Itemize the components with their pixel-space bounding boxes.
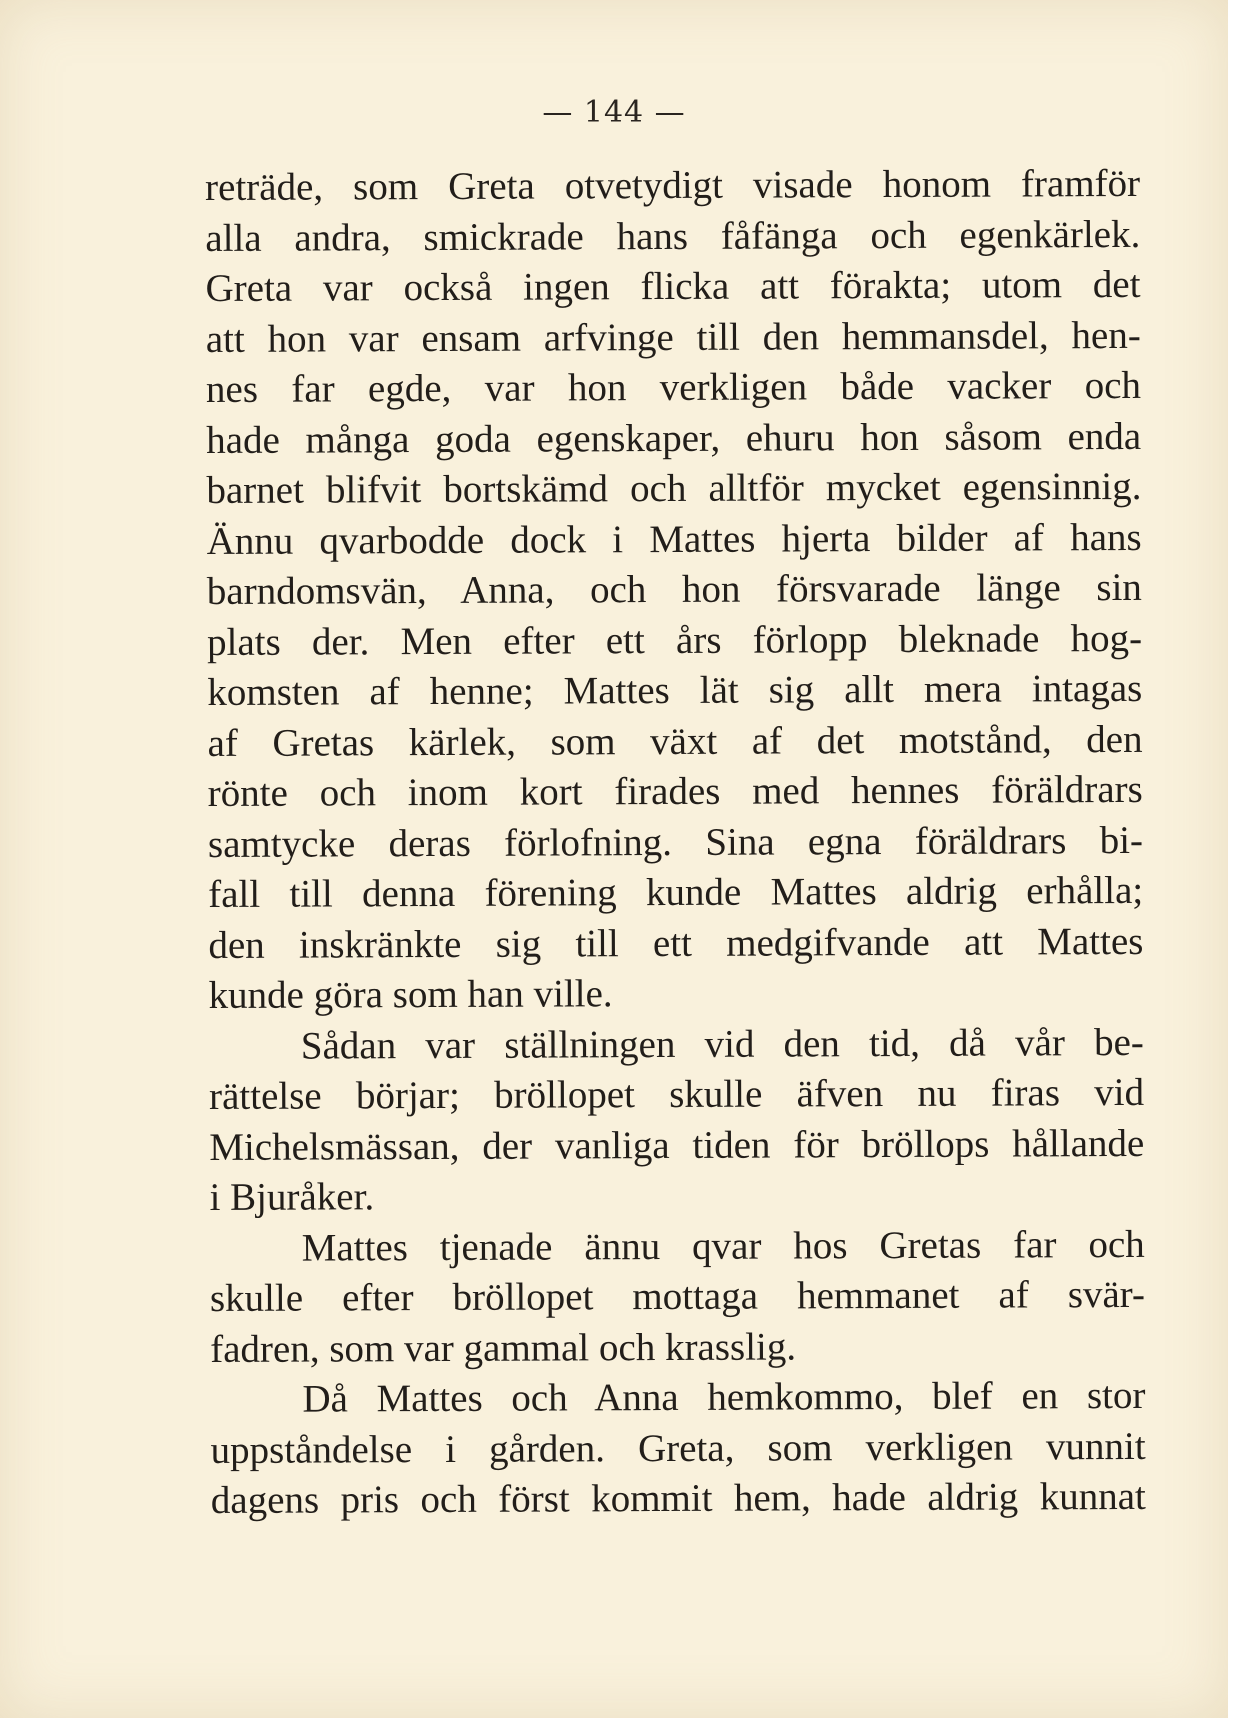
text-line: uppståndelse i gården. Greta, som verkligen vunnit [210,1424,1146,1472]
text-line: skulle efter bröllopet mottaga hemmanet af svär- [209,1272,1146,1320]
text-line: fadren, som var gammal och krasslig. [210,1324,797,1371]
text-line: fall till denna förening kunde Mattes aldrig erhålla; [208,868,1144,916]
text-line: Sådan var ställningen vid den tid, då vår be- [300,1020,1144,1068]
text-line: hade många goda egenskaper, ehuru hon såsom enda [206,414,1142,462]
text-line: i Bjuråker. [209,1175,375,1219]
text-line: Då Mattes och Anna hemkommo, blef en stor [302,1373,1146,1421]
body-text [205,159,1146,1527]
text-line: samtycke deras förlofning. Sina egna föräldrars bi- [207,818,1144,866]
text-line: Michelsmässan, der vanliga tiden för bröllops hållande [209,1121,1145,1169]
text-line: af Gretas kärlek, som växt af det motstånd, den [207,717,1143,765]
page-number: — 144 — [542,95,686,130]
text-line: reträde, som Greta otvetydigt visade honom framför [205,161,1141,209]
text-line: den inskränkte sig till ett medgifvande att Mattes [208,919,1144,967]
text-line: Ännu qvarbodde dock i Mattes hjerta bilder af hans [206,515,1142,563]
text-line: att hon var ensam arfvinge till den hemmansdel, hen- [205,313,1141,361]
text-line: komsten af henne; Mattes lät sig allt mera intagas [207,666,1143,714]
text-line: rättelse börjar; bröllopet skulle äfven nu firas vid [208,1070,1145,1118]
text-line: alla andra, smickrade hans fåfänga och egenkärlek. [205,212,1141,260]
text-line: rönte och inom kort firades med hennes föräldrars [207,767,1143,815]
text-line: barndomsvän, Anna, och hon försvarade länge sin [206,565,1142,613]
text-line: kunde göra som han ville. [208,972,613,1017]
text-line: dagens pris och först kommit hem, hade aldrig kunnat [210,1474,1146,1522]
text-line: Mattes tjenade ännu qvar hos Gretas far och [301,1222,1145,1270]
text-line: plats der. Men efter ett års förlopp bleknade hog- [206,616,1143,664]
text-line: Greta var också ingen flicka att förakta; utom det [205,262,1141,310]
text-line: nes far egde, var hon verkligen både vacker och [205,363,1142,411]
text-line: barnet blifvit bortskämd och alltför mycket egensinnig. [206,464,1142,512]
